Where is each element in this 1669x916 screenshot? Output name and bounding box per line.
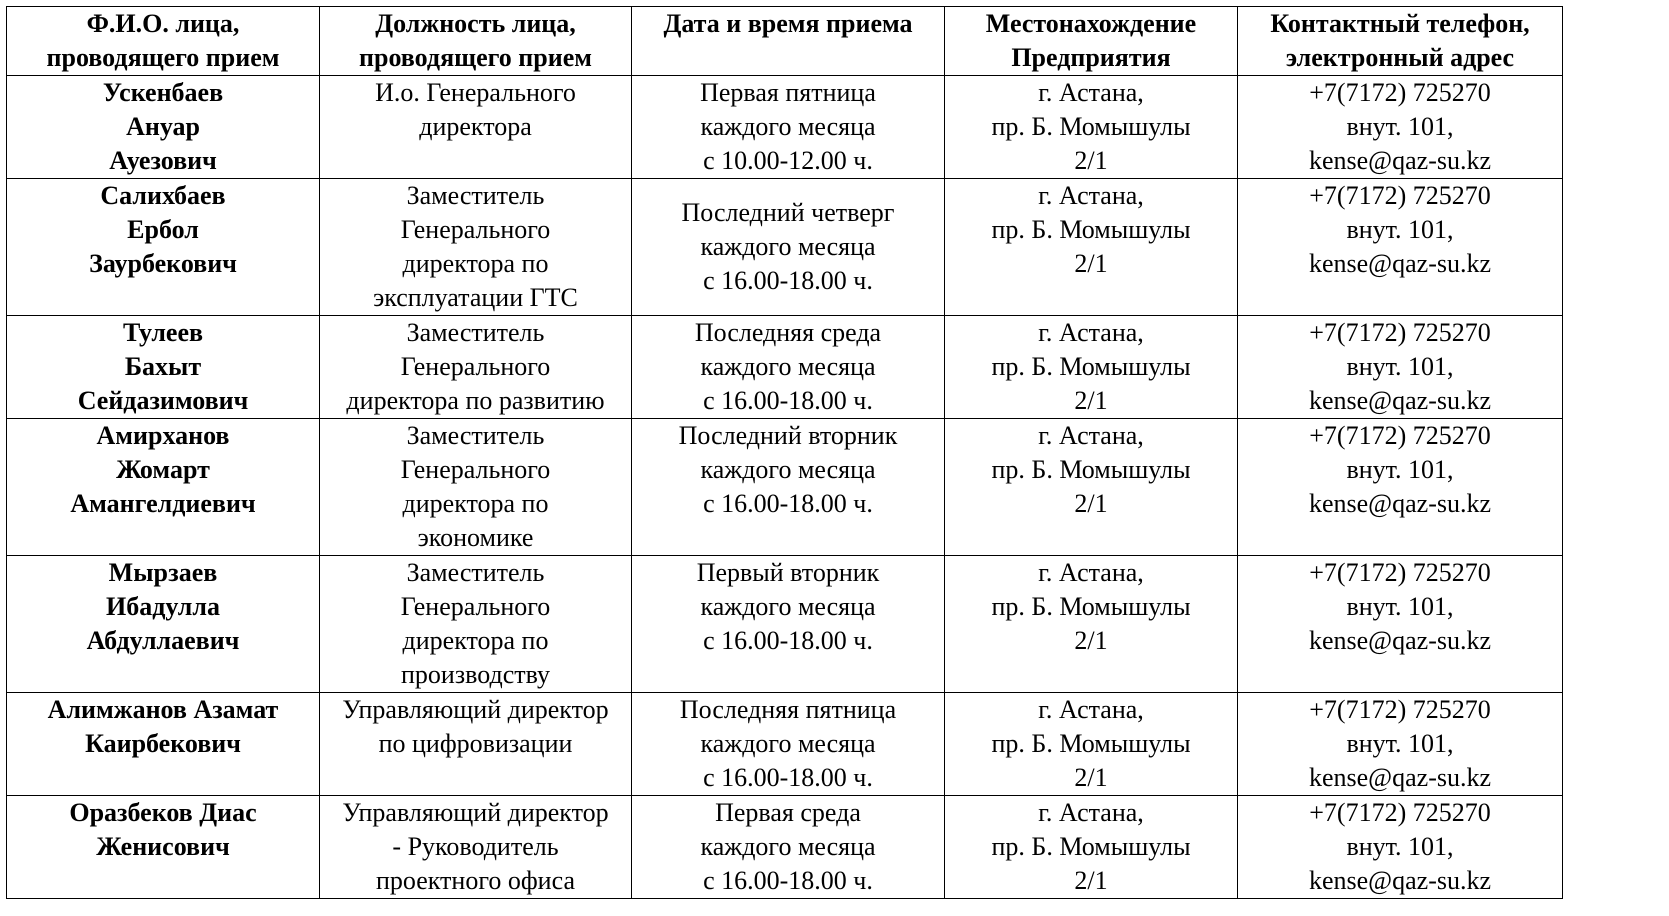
cell-location-line: г. Астана,: [1038, 181, 1144, 210]
cell-position: [320, 179, 632, 316]
cell-contact-line: kense@qaz-su.kz: [1308, 146, 1492, 175]
cell-name: [7, 179, 320, 316]
cell-location-line: г. Астана,: [1038, 78, 1144, 107]
cell-contact: [1238, 796, 1563, 899]
cell-schedule-line: с 16.00-18.00 ч.: [703, 626, 873, 655]
cell-schedule-line: Последняя среда: [694, 318, 882, 347]
cell-schedule: [632, 796, 945, 899]
table-row: [7, 419, 1563, 556]
cell-schedule-line: с 16.00-18.00 ч.: [703, 763, 873, 792]
table-row: [7, 179, 1563, 316]
table-body: [7, 76, 1563, 899]
cell-location: [945, 179, 1238, 316]
cell-position-line: Заместитель: [406, 318, 545, 347]
cell-schedule-line: каждого месяца: [700, 232, 876, 261]
cell-location-line: г. Астана,: [1038, 558, 1144, 587]
header-row: [7, 7, 1563, 76]
cell-location: [945, 316, 1238, 419]
header-cell-name: [7, 7, 320, 76]
cell-schedule-line: с 16.00-18.00 ч.: [703, 866, 873, 895]
cell-name-line: Амангелдиевич: [70, 489, 256, 518]
cell-contact-line: +7(7172) 725270: [1309, 695, 1491, 724]
header-text: Местонахождение: [985, 9, 1197, 38]
cell-name-line: Абдуллаевич: [86, 626, 240, 655]
cell-location: [945, 693, 1238, 796]
reception-schedule-table-wrapper: [6, 6, 1563, 899]
cell-contact: [1238, 76, 1563, 179]
cell-position-line: директора по развитию: [346, 386, 605, 415]
table-row: [7, 76, 1563, 179]
cell-position: [320, 693, 632, 796]
table-row: [7, 556, 1563, 693]
header-cell-contact: [1238, 7, 1563, 76]
cell-schedule-line: каждого месяца: [700, 352, 876, 381]
cell-location: [945, 556, 1238, 693]
cell-contact-line: kense@qaz-su.kz: [1308, 866, 1492, 895]
cell-contact: [1238, 556, 1563, 693]
cell-location-line: 2/1: [1074, 146, 1108, 175]
cell-schedule: [632, 693, 945, 796]
cell-position-line: эксплуатации ГТС: [373, 283, 578, 312]
cell-name-line: Ануар: [126, 112, 200, 141]
cell-position-line: Заместитель: [406, 421, 545, 450]
cell-location: [945, 796, 1238, 899]
cell-position-line: директора по: [402, 626, 549, 655]
cell-schedule-line: Первая пятница: [700, 78, 876, 107]
cell-schedule: [632, 419, 945, 556]
cell-schedule-line: Первая среда: [715, 798, 861, 827]
cell-name: [7, 556, 320, 693]
cell-name: [7, 693, 320, 796]
cell-location: [945, 76, 1238, 179]
cell-location-line: 2/1: [1074, 249, 1108, 278]
cell-location: [945, 419, 1238, 556]
cell-contact: [1238, 419, 1563, 556]
cell-location-line: г. Астана,: [1038, 421, 1144, 450]
cell-name-line: Салихбаев: [100, 181, 226, 210]
cell-contact-line: внут. 101,: [1346, 112, 1454, 141]
cell-location-line: 2/1: [1074, 866, 1108, 895]
cell-position: [320, 556, 632, 693]
cell-name-line: Мырзаев: [108, 558, 218, 587]
cell-position-line: проектного офиса: [375, 866, 575, 895]
table-row: [7, 316, 1563, 419]
cell-position-line: Генерального: [400, 592, 551, 621]
cell-schedule: [632, 76, 945, 179]
header-text: проводящего прием: [359, 43, 592, 72]
header-text: Контактный телефон,: [1270, 9, 1530, 38]
cell-location-line: пр. Б. Момышулы: [991, 832, 1191, 861]
cell-contact-line: внут. 101,: [1346, 352, 1454, 381]
cell-position: [320, 419, 632, 556]
cell-position-line: Управляющий директор: [342, 695, 609, 724]
cell-position-line: директора по: [402, 249, 549, 278]
cell-schedule-line: каждого месяца: [700, 112, 876, 141]
cell-contact-line: kense@qaz-su.kz: [1308, 386, 1492, 415]
cell-name-line: Жомарт: [116, 455, 210, 484]
cell-contact-line: +7(7172) 725270: [1309, 318, 1491, 347]
cell-schedule-line: каждого месяца: [700, 455, 876, 484]
header-cell-position: [320, 7, 632, 76]
cell-contact-line: +7(7172) 725270: [1309, 421, 1491, 450]
cell-location-line: 2/1: [1074, 626, 1108, 655]
cell-position-line: Генерального: [400, 215, 551, 244]
cell-schedule-line: Первый вторник: [696, 558, 880, 587]
cell-location-line: пр. Б. Момышулы: [991, 352, 1191, 381]
cell-position-line: Заместитель: [406, 558, 545, 587]
cell-name: [7, 796, 320, 899]
header-text: Дата и время приема: [663, 9, 913, 38]
cell-location-line: 2/1: [1074, 386, 1108, 415]
cell-position-line: экономике: [417, 523, 534, 552]
header-text: Должность лица,: [375, 9, 576, 38]
header-cell-schedule: [632, 7, 945, 76]
cell-contact-line: внут. 101,: [1346, 592, 1454, 621]
cell-name-line: Ербол: [127, 215, 199, 244]
cell-schedule-line: Последний вторник: [678, 421, 898, 450]
cell-name-line: Бахыт: [124, 352, 202, 381]
cell-location-line: пр. Б. Момышулы: [991, 455, 1191, 484]
reception-schedule-table: [6, 6, 1563, 899]
cell-schedule-line: Последний четверг: [681, 198, 895, 227]
cell-name: [7, 316, 320, 419]
cell-name-line: Ускенбаев: [102, 78, 224, 107]
cell-name-line: Оразбеков Диас: [69, 798, 257, 827]
cell-location-line: г. Астана,: [1038, 695, 1144, 724]
header-text: проводящего прием: [46, 43, 280, 72]
cell-position-line: директора по: [402, 489, 549, 518]
cell-location-line: 2/1: [1074, 763, 1108, 792]
cell-position: [320, 316, 632, 419]
cell-schedule-line: с 16.00-18.00 ч.: [703, 489, 873, 518]
cell-position-line: директора: [419, 112, 532, 141]
cell-contact-line: kense@qaz-su.kz: [1308, 626, 1492, 655]
cell-name-line: Ауезович: [109, 146, 217, 175]
cell-position-line: Генерального: [400, 352, 551, 381]
cell-location-line: г. Астана,: [1038, 798, 1144, 827]
cell-schedule-line: каждого месяца: [700, 832, 876, 861]
cell-schedule-line: с 16.00-18.00 ч.: [703, 386, 873, 415]
cell-schedule-line: с 10.00-12.00 ч.: [703, 146, 873, 175]
cell-location-line: пр. Б. Момышулы: [991, 215, 1191, 244]
header-cell-location: [945, 7, 1238, 76]
cell-location-line: 2/1: [1074, 489, 1108, 518]
cell-contact-line: +7(7172) 725270: [1309, 798, 1491, 827]
cell-name: [7, 419, 320, 556]
cell-location-line: пр. Б. Момышулы: [991, 729, 1191, 758]
cell-contact-line: внут. 101,: [1346, 832, 1454, 861]
cell-contact-line: +7(7172) 725270: [1309, 78, 1491, 107]
cell-name-line: Сейдазимович: [77, 386, 249, 415]
cell-schedule: [632, 556, 945, 693]
cell-contact: [1238, 316, 1563, 419]
cell-position: [320, 796, 632, 899]
cell-schedule-line: с 16.00-18.00 ч.: [703, 266, 873, 295]
cell-name-line: Женисович: [96, 832, 230, 861]
cell-name-line: Каирбекович: [85, 729, 241, 758]
cell-location-line: г. Астана,: [1038, 318, 1144, 347]
header-text: электронный адрес: [1285, 43, 1515, 72]
cell-schedule: [632, 316, 945, 419]
cell-name: [7, 76, 320, 179]
cell-contact-line: kense@qaz-su.kz: [1308, 763, 1492, 792]
cell-name-line: Тулеев: [122, 318, 204, 347]
header-text: Предприятия: [1011, 43, 1171, 72]
cell-contact-line: kense@qaz-su.kz: [1308, 249, 1492, 278]
cell-position-line: Генерального: [400, 455, 551, 484]
cell-position-line: - Руководитель: [392, 832, 559, 861]
cell-schedule-line: каждого месяца: [700, 592, 876, 621]
cell-contact: [1238, 179, 1563, 316]
header-text: Ф.И.О. лица,: [86, 9, 240, 38]
cell-contact-line: +7(7172) 725270: [1309, 558, 1491, 587]
cell-name-line: Ибадулла: [106, 592, 220, 621]
cell-contact-line: внут. 101,: [1346, 455, 1454, 484]
cell-position-line: И.о. Генерального: [375, 78, 576, 107]
table-row: [7, 796, 1563, 899]
cell-schedule-line: Последняя пятница: [679, 695, 897, 724]
cell-schedule-line: каждого месяца: [700, 729, 876, 758]
cell-contact-line: внут. 101,: [1346, 729, 1454, 758]
cell-name-line: Алимжанов Азамат: [47, 695, 279, 724]
cell-contact-line: внут. 101,: [1346, 215, 1454, 244]
cell-contact-line: kense@qaz-su.kz: [1308, 489, 1492, 518]
cell-position-line: по цифровизации: [378, 729, 573, 758]
cell-position: [320, 76, 632, 179]
cell-position-line: производству: [401, 660, 550, 689]
cell-contact: [1238, 693, 1563, 796]
table-row: [7, 693, 1563, 796]
cell-location-line: пр. Б. Момышулы: [991, 112, 1191, 141]
cell-location-line: пр. Б. Момышулы: [991, 592, 1191, 621]
cell-position-line: Управляющий директор: [342, 798, 609, 827]
cell-schedule: [632, 179, 945, 316]
cell-name-line: Заурбекович: [89, 249, 237, 278]
cell-contact-line: +7(7172) 725270: [1309, 181, 1491, 210]
cell-name-line: Амирханов: [96, 421, 230, 450]
cell-position-line: Заместитель: [406, 181, 545, 210]
